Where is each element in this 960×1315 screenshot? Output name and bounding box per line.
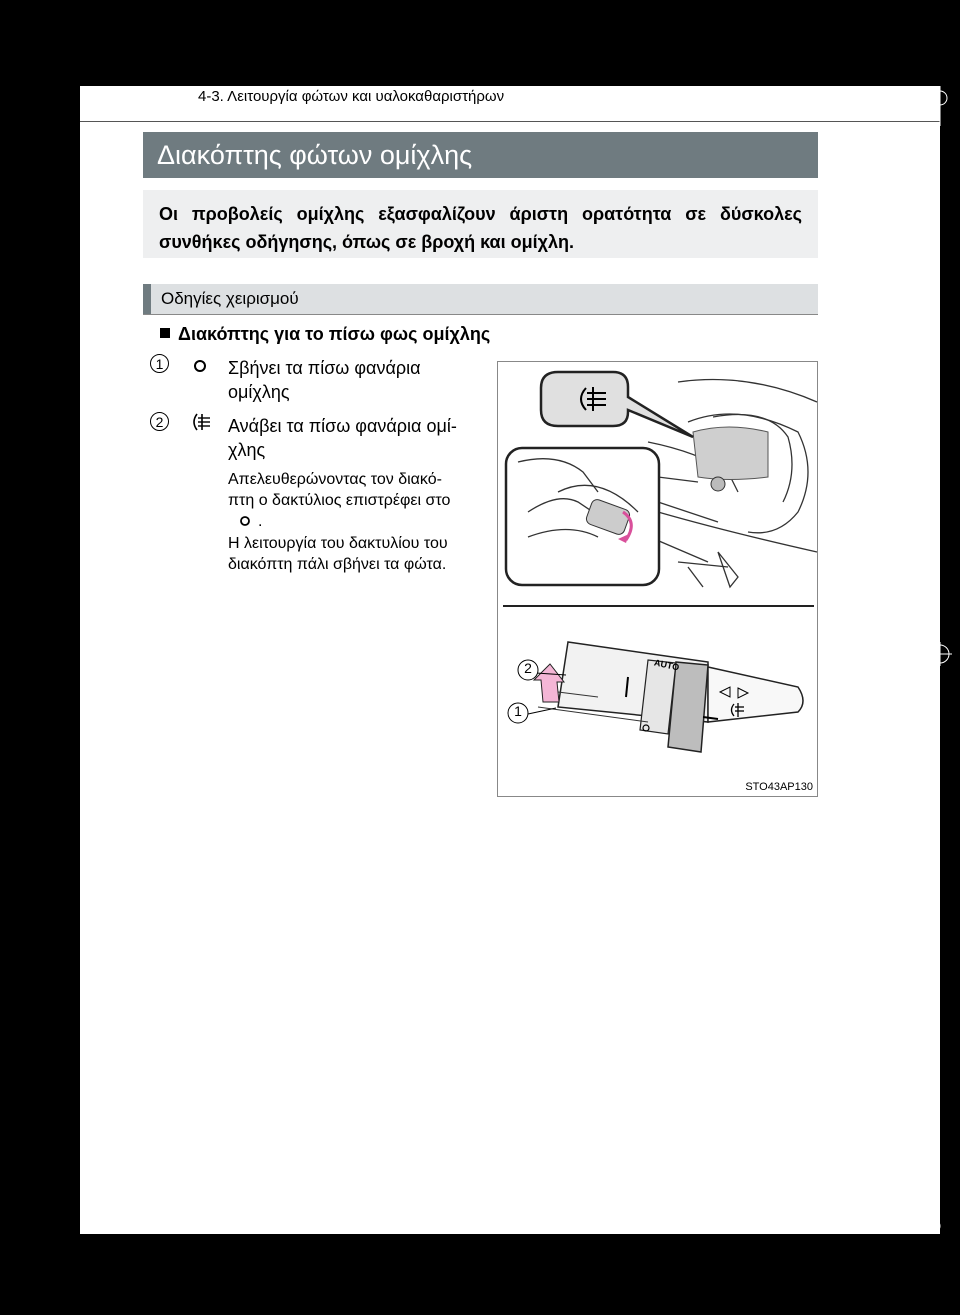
off-position-icon (193, 359, 207, 373)
rear-fog-light-icon (188, 411, 214, 433)
figure-callout-1: 1 (514, 703, 522, 719)
item-2-line-2: χλης (228, 440, 266, 460)
note-line-5: διακόπτη πάλι σβήνει τα φώτα. (228, 556, 447, 573)
running-head: 4-3. Λειτουργία φώτων και υαλοκαθαριστήρων (198, 88, 505, 105)
header-rule (80, 121, 940, 122)
note-line-1: Απελευθερώνοντας τον διακό- (228, 471, 442, 488)
figure-code: STO43AP130 (745, 781, 813, 793)
intro-text: Οι προβολείς ομίχλης εξασφαλίζουν άριστη ορατότητα σε δύσκολες συνθήκες οδήγησης, όπως σε βροχή και ομίχλη. (143, 190, 818, 258)
item-2-line-1: Ανάβει τα πίσω φανάρια ομί- (228, 416, 457, 436)
note-line-2: πτη ο δακτύλιος επιστρέφει στο (228, 492, 451, 509)
section-title: Διακόπτης φώτων ομίχλης (143, 132, 818, 178)
bullet-heading-text: Διακόπτης για το πίσω φως ομίχλης (178, 324, 491, 344)
subheading: Οδηγίες χειρισμού (143, 284, 818, 314)
note-line-3: . (258, 513, 263, 530)
crop-marks (920, 86, 960, 1286)
note-line-4: Η λειτουργία του δακτυλίου του (228, 535, 448, 552)
illustration-drawing (498, 362, 819, 798)
item-number-2: 2 (150, 412, 169, 431)
bullet-square-icon (160, 328, 170, 338)
manual-page (80, 86, 940, 1234)
fog-switch-illustration (497, 361, 818, 797)
auto-label: AUTO (653, 657, 681, 673)
bullet-heading (160, 324, 490, 345)
figure-callout-2: 2 (524, 660, 532, 676)
item-number-1: 1 (150, 354, 169, 373)
off-position-icon-inline (239, 515, 251, 527)
subheading-rule (143, 314, 818, 315)
item-1-line-2: ομίχλης (228, 382, 290, 402)
item-1-line-1: Σβήνει τα πίσω φανάρια (228, 358, 421, 378)
